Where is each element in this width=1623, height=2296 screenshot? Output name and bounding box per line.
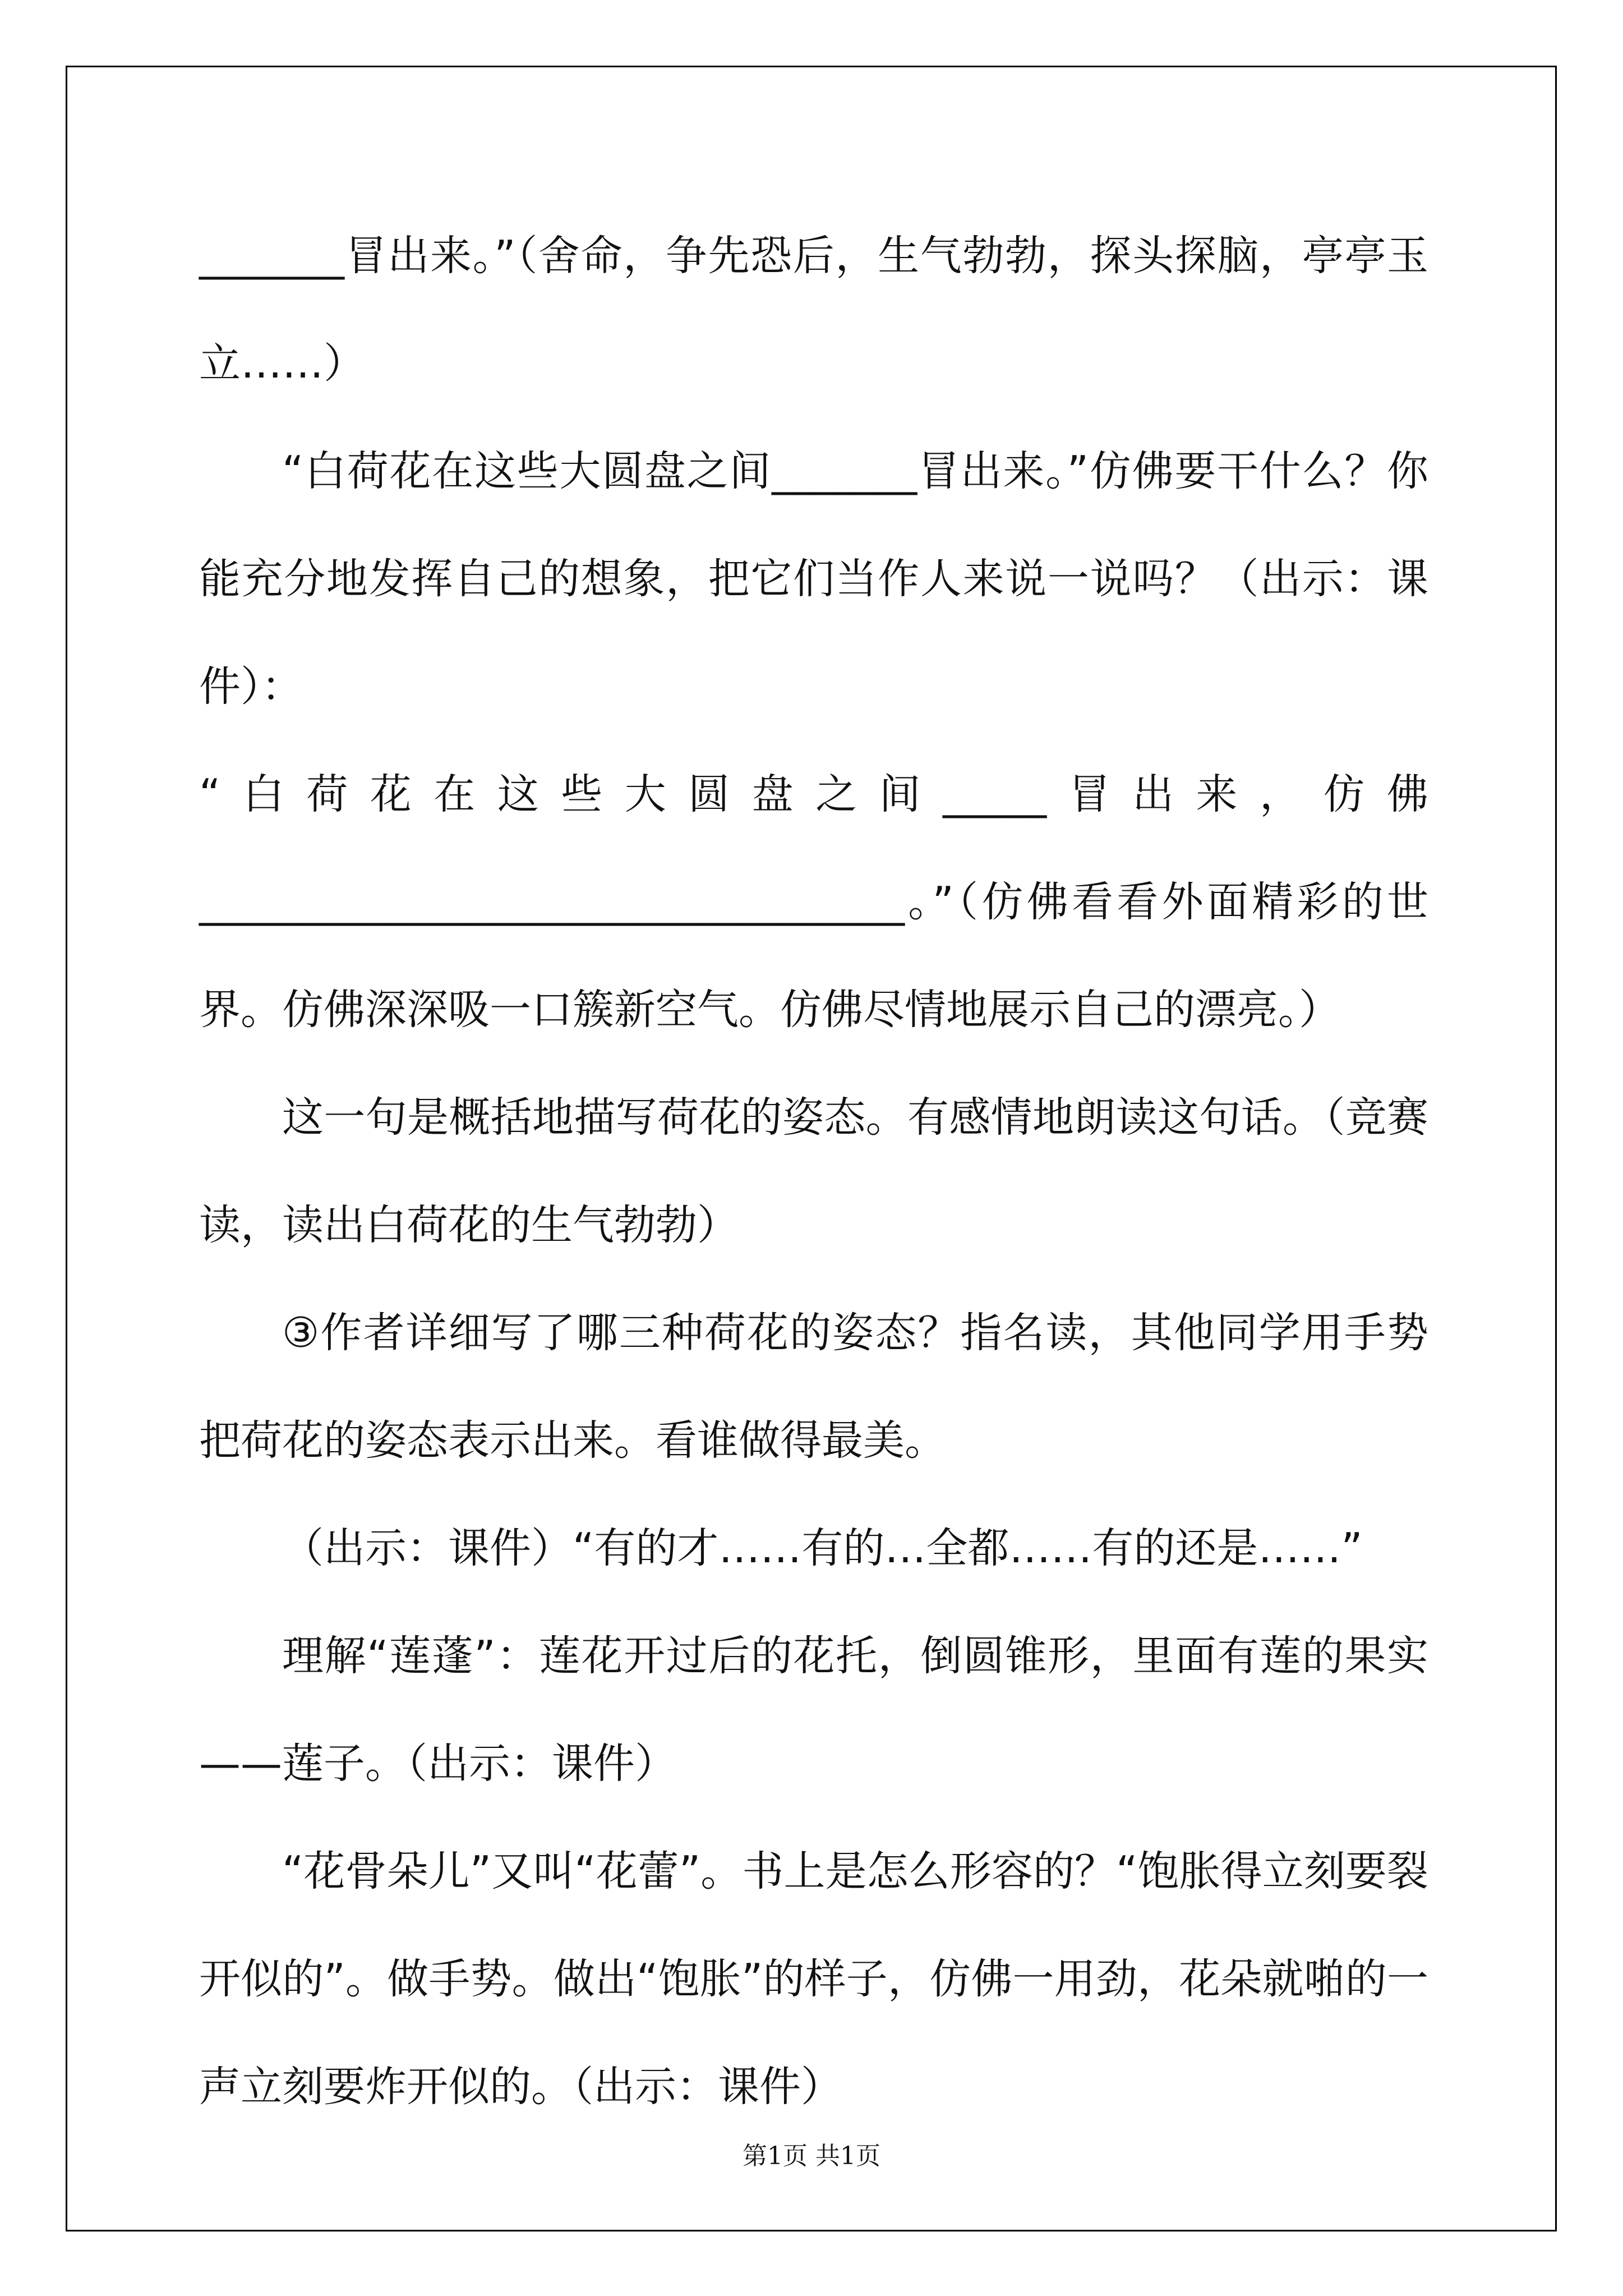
paragraph-3-continuation: __________________________________。”（仿佛看看外面精彩的世界。仿佛深深吸一口簇新空气。仿佛尽情地展示自己的漂亮。） bbox=[199, 878, 1428, 1034]
paragraph-1: _______冒出来。”（舍命，争先恐后，生气勃勃，探头探脑，亭亭玉立……） bbox=[199, 232, 1428, 388]
paragraph-7: 理解“莲蓬”：莲花开过后的花托，倒圆锥形，里面有莲的果实——莲子。（出示：课件） bbox=[199, 1632, 1428, 1788]
document-body bbox=[199, 202, 1428, 2141]
paragraph-8: “花骨朵儿”又叫“花蕾”。书上是怎么形容的？“饱胀得立刻要裂开似的”。做手势。做出“饱胀”的样子，仿佛一用劲，花朵就啪的一声立刻要炸开似的。（出示：课件） bbox=[199, 1847, 1428, 2111]
paragraph-6: （出示：课件）“有的才……有的…全都……有的还是……” bbox=[282, 1524, 1363, 1572]
paragraph-3-line-1: “白荷花在这些大圆盘之间_____冒出来，仿佛 bbox=[199, 770, 1428, 818]
paragraph-5: ③作者详细写了哪三种荷花的姿态？指名读，其他同学用手势把荷花的姿态表示出来。看谁做得最美。 bbox=[199, 1309, 1428, 1465]
paragraph-2: “白荷花在这些大圆盘之间_______冒出来。”仿佛要干什么？你能充分地发挥自己的想象，把它们当作人来说一说吗？（出示：课件）： bbox=[199, 447, 1428, 711]
paragraph-4: 这一句是概括地描写荷花的姿态。有感情地朗读这句话。（竞赛读，读出白荷花的生气勃勃） bbox=[199, 1093, 1428, 1249]
page-footer: 第1页 共1页 bbox=[743, 2142, 880, 2170]
